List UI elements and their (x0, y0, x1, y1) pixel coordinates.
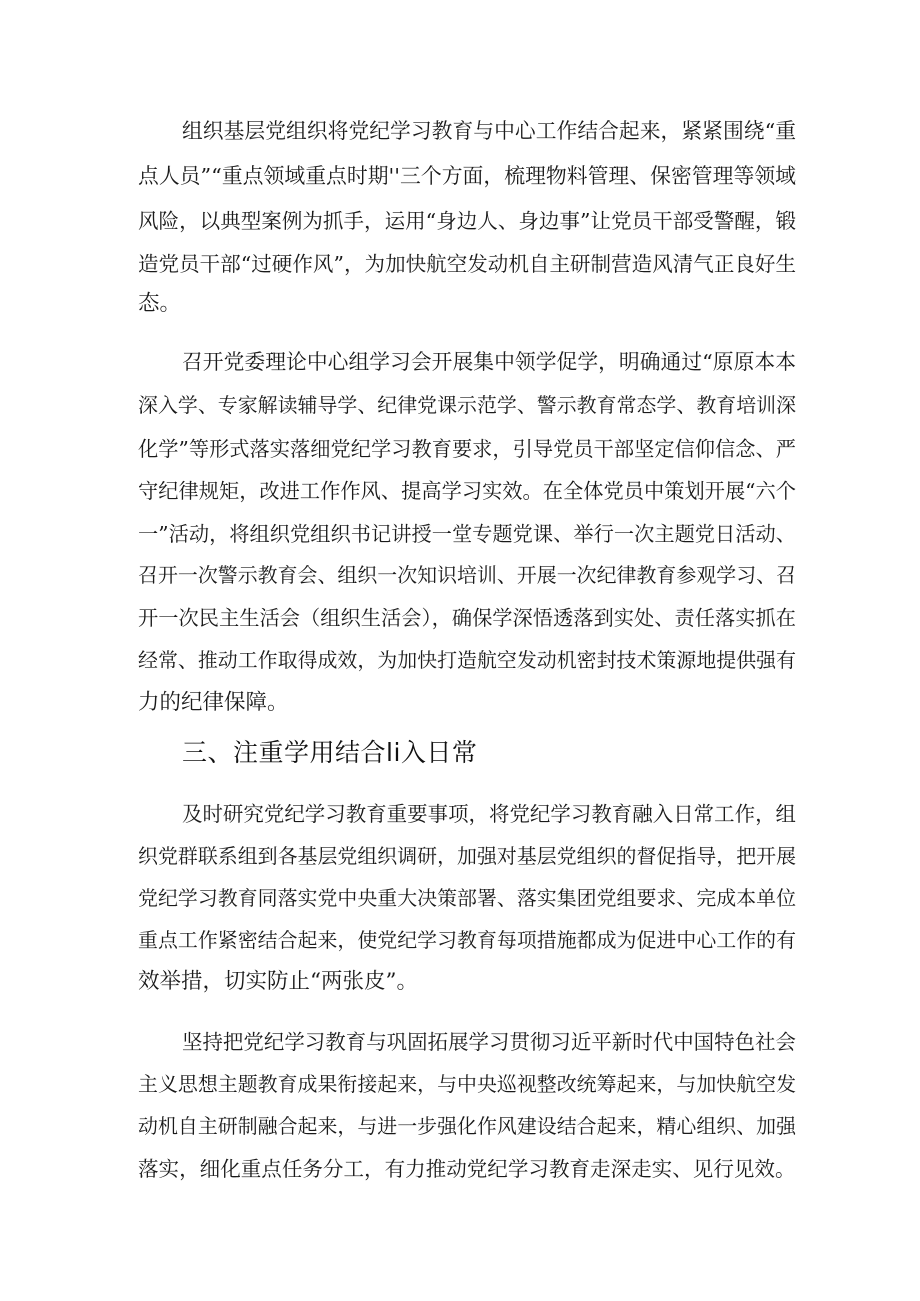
text-line: 化学”等形式落实落细党纪学习教育要求，引导党员干部坚定信仰信念、严 (138, 437, 796, 461)
text-line: 织党群联系组到各基层党组织调研，加强对基层党组织的督促指导，把开展 (138, 845, 796, 868)
text-line: 力的纪律保障。 (138, 690, 289, 715)
text-line: 一”活动，将组织党组织书记讲授一堂专题党课、举行一次主题党日活动、 (138, 522, 796, 546)
text-line: 深入学、专家解读辅导学、纪律党课示范学、警示教育常态学、教育培训深 (138, 394, 796, 417)
text-line: 动机自主研制融合起来，与进一步强化作风建设结合起来，精心组织、加强 (138, 1115, 796, 1138)
text-line: 态。 (138, 291, 182, 316)
section-heading: 三、注重学用结合li入日常 (182, 738, 478, 767)
text-line: 党纪学习教育同落实党中央重大决策部署、落实集团党组要求、完成本单位 (138, 887, 796, 910)
text-line: 风险，以典型案例为抓手，运用“身边人、身边事”让党员干部受警醒，锻 (138, 209, 796, 233)
text-line: 召开党委理论中心组学习会开展集中领学促学，明确通过“原原本本 (182, 350, 796, 374)
text-line: 组织基层党组织将党纪学习教育与中心工作结合起来，紧紧围绕“重 (182, 119, 796, 143)
text-line: 坚持把党纪学习教育与巩固拓展学习贯彻习近平新时代中国特色社会 (182, 1030, 796, 1054)
text-line: 守纪律规矩，改进工作作风、提高学习实效。在全体党员中策划开展“六个 (138, 479, 796, 503)
text-line: 效举措，切实防止“两张皮”。 (138, 969, 418, 994)
text-line: 召开一次警示教育会、组织一次知识培训、开展一次纪律教育参观学习、召 (138, 564, 796, 587)
text-line: 主义思想主题教育成果衔接起来，与中央巡视整改统筹起来，与加快航空发 (138, 1073, 796, 1096)
text-line: 及时研究党纪学习教育重要事项，将党纪学习教育融入日常工作，组 (182, 802, 796, 826)
text-line: 点人员”“重点领域重点时期''三个方面，梳理物料管理、保密管理等领域 (138, 164, 796, 188)
text-line: 开一次民主生活会（组织生活会），确保学深悟透落到实处、责任落实抓在 (138, 606, 796, 630)
text-line: 重点工作紧密结合起来，使党纪学习教育每项措施都成为促进中心工作的有 (138, 929, 796, 952)
text-line: 落实，细化重点任务分工，有力推动党纪学习教育走深走实、见行见效。 (138, 1157, 796, 1181)
text-line: 造党员干部“过硬作风”，为加快航空发动机自主研制营造风清气正良好生 (138, 252, 796, 276)
text-line: 经常、推动工作取得成效，为加快打造航空发动机密封技术策源地提供强有 (138, 649, 796, 672)
